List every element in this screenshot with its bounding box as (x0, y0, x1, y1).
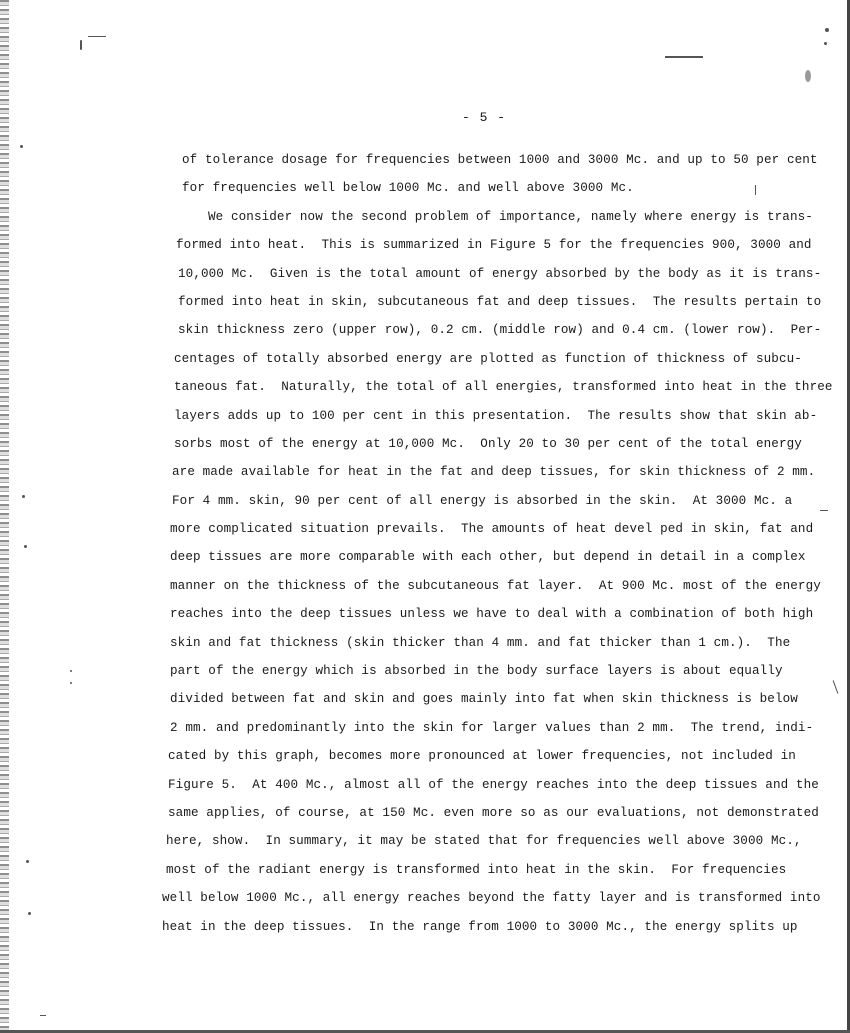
text-line: divided between fat and skin and goes mainly into fat when skin thickness is below (170, 692, 798, 707)
text-line: deep tissues are more comparable with each other, but depend in detail in a complex (170, 550, 806, 565)
text-line: sorbs most of the energy at 10,000 Mc. Only 20 to 30 per cent of the total energy (174, 436, 802, 451)
scan-speck (825, 28, 829, 32)
text-line: skin thickness zero (upper row), 0.2 cm. (middle row) and 0.4 cm. (lower row). Per- (178, 323, 822, 338)
scan-speck (20, 145, 23, 148)
text-line: same applies, of course, at 150 Mc. even more so as our evaluations, not demonstrated (168, 805, 819, 820)
text-line: formed into heat. This is summarized in Figure 5 for the frequencies 900, 3000 and (176, 238, 812, 253)
text-line: formed into heat in skin, subcutaneous fat and deep tissues. The results pertain to (178, 294, 822, 309)
scan-speck (665, 56, 703, 58)
text-line: centages of totally absorbed energy are plotted as function of thickness of subcu- (174, 351, 802, 366)
text-line: of tolerance dosage for frequencies between 1000 and 3000 Mc. and up to 50 per cent (182, 153, 818, 167)
scan-speck (70, 682, 72, 684)
text-line: 2 mm. and predominantly into the skin for larger values than 2 mm. The trend, indi- (170, 720, 814, 735)
scan-speck (26, 860, 29, 863)
scan-speck (22, 495, 25, 498)
page-number: - 5 - (462, 110, 507, 125)
scan-speck (833, 680, 839, 693)
text-line: well below 1000 Mc., all energy reaches beyond the fatty layer and is transformed into (162, 891, 821, 906)
scan-speck (24, 545, 27, 548)
text-line: reaches into the deep tissues unless we have to deal with a combination of both high (170, 607, 814, 622)
scan-speck (80, 40, 82, 50)
text-line: for frequencies well below 1000 Mc. and well above 3000 Mc. (182, 181, 634, 196)
text-line: layers adds up to 100 per cent in this presentation. The results show that skin ab- (174, 408, 818, 423)
text-line: We consider now the second problem of importance, namely where energy is trans- (208, 209, 813, 224)
text-line: 10,000 Mc. Given is the total amount of energy absorbed by the body as it is trans- (178, 266, 822, 281)
text-line: taneous fat. Naturally, the total of all energies, transformed into heat in the three (174, 380, 833, 395)
text-line: For 4 mm. skin, 90 per cent of all energy is absorbed in the skin. At 3000 Mc. a (172, 493, 793, 508)
text-line: manner on the thickness of the subcutaneous fat layer. At 900 Mc. most of the energy (170, 578, 821, 593)
text-line: skin and fat thickness (skin thicker than 4 mm. and fat thicker than 1 cm.). The (170, 635, 791, 650)
scan-speck (40, 1015, 46, 1016)
text-line: Figure 5. At 400 Mc., almost all of the energy reaches into the deep tissues and the (168, 777, 819, 792)
text-line: more complicated situation prevails. The amounts of heat devel ped in skin, fat and (170, 522, 814, 537)
scan-speck (824, 42, 827, 45)
scan-speck (805, 70, 811, 82)
text-line: are made available for heat in the fat and deep tissues, for skin thickness of 2 mm. (172, 465, 816, 480)
text-line: part of the energy which is absorbed in the body surface layers is about equally (170, 664, 783, 679)
text-line: here, show. In summary, it may be stated that for frequencies well above 3000 Mc., (166, 834, 802, 849)
scan-speck (88, 36, 106, 37)
body-text (160, 146, 833, 941)
text-line: heat in the deep tissues. In the range from 1000 to 3000 Mc., the energy splits up (162, 919, 798, 934)
scan-speck (820, 510, 828, 511)
scan-speck (70, 670, 72, 672)
text-line: most of the radiant energy is transformed into heat in the skin. For frequencies (166, 862, 787, 877)
scan-speck (28, 912, 31, 915)
scan-binding-edge (0, 0, 9, 1033)
text-line: cated by this graph, becomes more pronounced at lower frequencies, not included in (168, 749, 796, 764)
